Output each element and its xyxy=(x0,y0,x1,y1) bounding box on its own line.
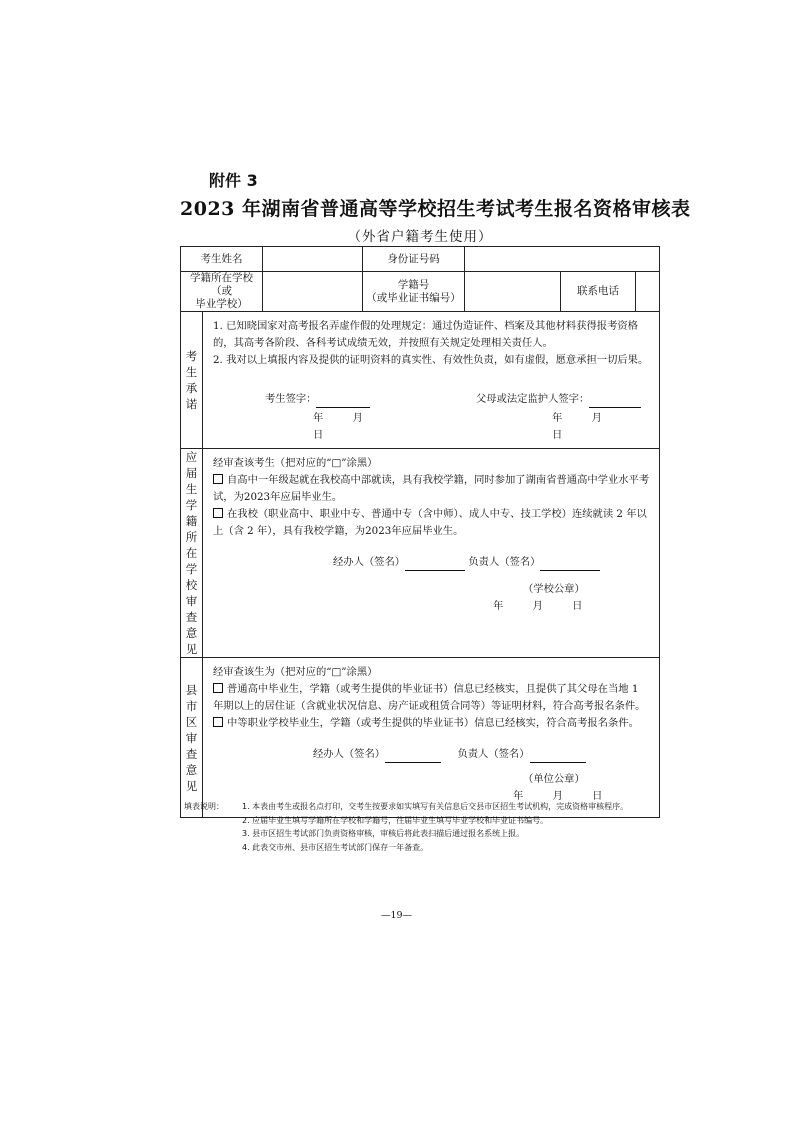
label-char: 所 xyxy=(185,530,198,544)
commitment-item-1: 1. 已知晓国家对高考报名弄虚作假的处理规定：通过伪造证件、档案及其他材料获得报考资格的，其高考各阶段、各科考试成绩无效，并按照有关规定处理相关责任人。 xyxy=(213,320,638,349)
date-day: 日 xyxy=(313,429,324,441)
county-stamp: （单位公章） xyxy=(523,773,585,785)
school-label-line2: 毕业学校） xyxy=(195,298,248,310)
date-day: 日 xyxy=(592,790,603,802)
row-school-reg xyxy=(181,272,660,312)
date-month: 月 xyxy=(552,790,563,802)
commitment-label-char: 诺 xyxy=(185,397,198,411)
checkbox[interactable] xyxy=(213,683,223,693)
date-month: 月 xyxy=(591,412,602,424)
label-char: 应 xyxy=(185,450,198,464)
name-field[interactable] xyxy=(263,247,363,272)
checkbox[interactable] xyxy=(213,717,223,727)
label-char: 县 xyxy=(185,682,198,697)
school-stamp: （学校公章） xyxy=(523,583,585,595)
label-char: 届 xyxy=(185,466,198,480)
school-review-section xyxy=(181,449,660,658)
responsible-sign-line[interactable] xyxy=(530,750,586,763)
checkbox[interactable] xyxy=(213,474,223,484)
date-year: 年 xyxy=(493,600,504,612)
commitment-section xyxy=(181,312,660,449)
note-item: 2. 应届毕业生填写学籍所在学校和学籍号，往届毕业生填写毕业学校和毕业证书编号。 xyxy=(242,815,549,825)
date-year: 年 xyxy=(513,790,524,802)
responsible-sign-line[interactable] xyxy=(540,558,600,571)
form-title: 2023 年湖南省普通高等学校招生考试考生报名资格审核表 xyxy=(180,198,691,220)
handler-label: 经办人（签名） xyxy=(333,556,406,568)
option-text: 中等职业学校毕业生，学籍（或考生提供的毕业证书）信息已经核实，符合高考报名条件。 xyxy=(227,717,639,729)
parent-sign-line[interactable] xyxy=(589,395,641,408)
attachment-label: 附件 3 xyxy=(209,171,258,190)
id-field[interactable] xyxy=(465,247,660,272)
label-char: 市 xyxy=(185,698,198,713)
responsible-label: 负责人（签名） xyxy=(457,748,530,760)
school-label xyxy=(181,272,263,312)
commitment-label-char: 承 xyxy=(185,381,198,395)
commitment-date-row xyxy=(213,410,651,444)
form-notes xyxy=(184,800,628,854)
label-char: 查 xyxy=(185,746,198,761)
parent-sign-label: 父母或法定监护人签字： xyxy=(476,393,590,405)
label-char: 见 xyxy=(185,642,198,656)
label-char: 审 xyxy=(185,594,198,608)
county-review-content xyxy=(203,658,660,818)
school-field[interactable] xyxy=(263,272,363,312)
date-year: 年 xyxy=(313,412,324,424)
reg-label-line2: （或毕业证书编号） xyxy=(366,291,461,304)
county-review-option-1 xyxy=(213,681,651,715)
label-char: 见 xyxy=(185,778,198,793)
option-text: 在我校（职业高中、职业中专、普通中专（含中师）、成人中专、技工学校）连续就读 2 年以上（含 2 年），具有我校学籍，为2023年应届毕业生。 xyxy=(213,508,647,537)
date-month: 月 xyxy=(532,600,543,612)
note-item: 3. 县市区招生考试部门负责资格审核，审核后将此表扫描后通过报名系统上报。 xyxy=(242,829,525,838)
reg-field[interactable] xyxy=(465,272,561,312)
label-char: 校 xyxy=(185,578,198,592)
county-review-label xyxy=(181,658,203,818)
phone-field[interactable] xyxy=(636,272,660,312)
note-item: 4. 此表交市州、县市区招生考试部门保存一年备查。 xyxy=(242,842,429,852)
form-subtitle: （外省户籍考生使用） xyxy=(347,229,493,245)
notes-heading: 填表说明： xyxy=(184,802,224,811)
commitment-label-char: 考 xyxy=(185,349,198,363)
county-review-intro: 经审查该生为（把对应的“□”涂黑） xyxy=(213,666,378,678)
name-label: 考生姓名 xyxy=(181,247,263,272)
student-sign-line[interactable] xyxy=(316,395,370,408)
reg-label xyxy=(363,272,465,312)
school-review-content xyxy=(203,449,660,658)
label-char: 审 xyxy=(185,730,198,745)
commitment-label xyxy=(181,312,203,449)
school-review-date xyxy=(213,598,651,615)
commitment-sign-row xyxy=(213,391,651,408)
label-char: 区 xyxy=(185,714,198,729)
label-char: 意 xyxy=(185,626,198,640)
note-item: 1. 本表由考生或报名点打印，交考生按要求如实填写有关信息后交县市区招生考试机构，完成资格审核程序。 xyxy=(242,802,629,811)
commitment-item-2: 2. 我对以上填报内容及提供的证明资料的真实性、有效性负责，如有虚假，愿意承担一切后果。 xyxy=(213,354,649,366)
date-year: 年 xyxy=(552,412,563,424)
responsible-label: 负责人（签名） xyxy=(468,556,541,568)
label-char: 学 xyxy=(185,562,198,576)
school-review-signers xyxy=(213,554,651,571)
handler-sign-line[interactable] xyxy=(385,750,441,763)
label-char: 学 xyxy=(185,498,198,512)
row-name-id xyxy=(181,247,660,272)
option-text: 普通高中毕业生，学籍（或考生提供的毕业证书）信息已经核实，且提供了其父母在当地 1 年期以上的居住证（含就业状况信息、房产证或租赁合同等）等证明材料，符合高考报名条件。 xyxy=(213,683,646,712)
id-label: 身份证号码 xyxy=(363,247,465,272)
label-char: 查 xyxy=(185,610,198,624)
handler-label: 经办人（签名） xyxy=(313,748,386,760)
page-number: —19— xyxy=(380,910,413,921)
date-day: 日 xyxy=(572,600,583,612)
label-char: 生 xyxy=(185,482,198,496)
date-day: 日 xyxy=(552,429,563,441)
commitment-label-char: 生 xyxy=(185,365,198,379)
school-review-intro: 经审查该考生（把对应的“□”涂黑） xyxy=(213,457,378,469)
registration-review-form xyxy=(180,246,660,818)
label-char: 意 xyxy=(185,762,198,777)
notes-list xyxy=(242,800,628,854)
handler-sign-line[interactable] xyxy=(405,558,465,571)
label-char: 籍 xyxy=(185,514,198,528)
option-text: 自高中一年级起就在我校高中部就读，具有我校学籍，同时参加了湖南省普通高中学业水平考试，为2023年应届毕业生。 xyxy=(213,474,650,503)
county-review-option-2 xyxy=(213,715,651,732)
school-review-label xyxy=(181,449,203,658)
checkbox[interactable] xyxy=(213,508,223,518)
school-review-option-1 xyxy=(213,472,651,506)
phone-label: 联系电话 xyxy=(561,272,636,312)
school-review-option-2 xyxy=(213,506,651,540)
reg-label-line1: 学籍号 xyxy=(397,278,430,291)
county-review-section xyxy=(181,658,660,818)
commitment-content xyxy=(203,312,660,449)
student-sign-label: 考生签字： xyxy=(265,393,317,405)
county-review-signers xyxy=(213,746,651,763)
label-char: 在 xyxy=(185,546,198,560)
date-month: 月 xyxy=(352,412,363,424)
school-label-line1: 学籍所在学校（或 xyxy=(190,272,253,297)
